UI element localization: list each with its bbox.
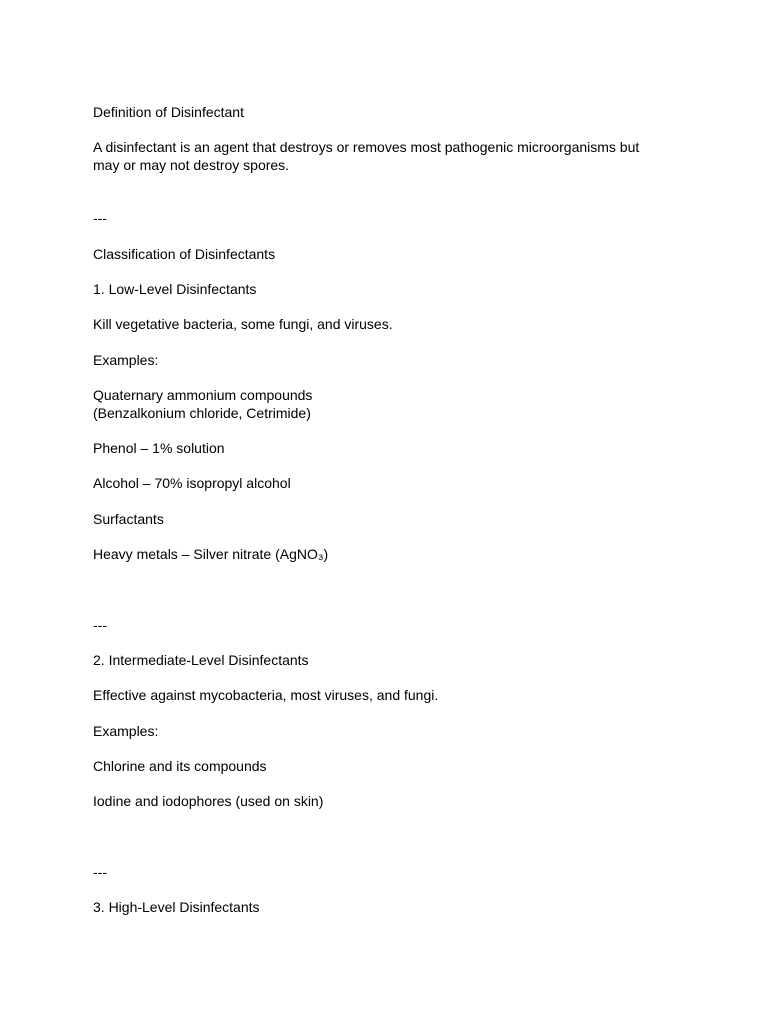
example-phenol: Phenol – 1% solution <box>93 440 225 456</box>
high-level-heading: 3. High-Level Disinfectants <box>93 899 260 915</box>
example-iodine: Iodine and iodophores (used on skin) <box>93 793 324 809</box>
definition-text-line-1: A disinfectant is an agent that destroys or removes most pathogenic microorganisms but <box>93 139 640 155</box>
intermediate-level-heading: 2. Intermediate-Level Disinfectants <box>93 652 309 668</box>
intermediate-level-description: Effective against mycobacteria, most viruses, and fungi. <box>93 687 439 703</box>
low-level-heading: 1. Low-Level Disinfectants <box>93 281 257 297</box>
definition-text-line-2: may or may not destroy spores. <box>93 157 290 173</box>
intermediate-level-examples-label: Examples: <box>93 723 159 739</box>
example-surfactants: Surfactants <box>93 511 164 527</box>
section-separator: --- <box>93 617 107 633</box>
section-separator: --- <box>93 864 107 880</box>
example-chlorine: Chlorine and its compounds <box>93 758 267 774</box>
example-alcohol: Alcohol – 70% isopropyl alcohol <box>93 475 291 491</box>
classification-heading: Classification of Disinfectants <box>93 246 276 262</box>
document-title: Definition of Disinfectant <box>93 104 244 120</box>
low-level-description: Kill vegetative bacteria, some fungi, and viruses. <box>93 316 393 332</box>
section-separator: --- <box>93 210 107 226</box>
example-quaternary-line-2: (Benzalkonium chloride, Cetrimide) <box>93 405 311 421</box>
example-quaternary-line-1: Quaternary ammonium compounds <box>93 387 313 403</box>
example-heavy-metals: Heavy metals – Silver nitrate (AgNO₃) <box>93 546 329 562</box>
low-level-examples-label: Examples: <box>93 352 159 368</box>
